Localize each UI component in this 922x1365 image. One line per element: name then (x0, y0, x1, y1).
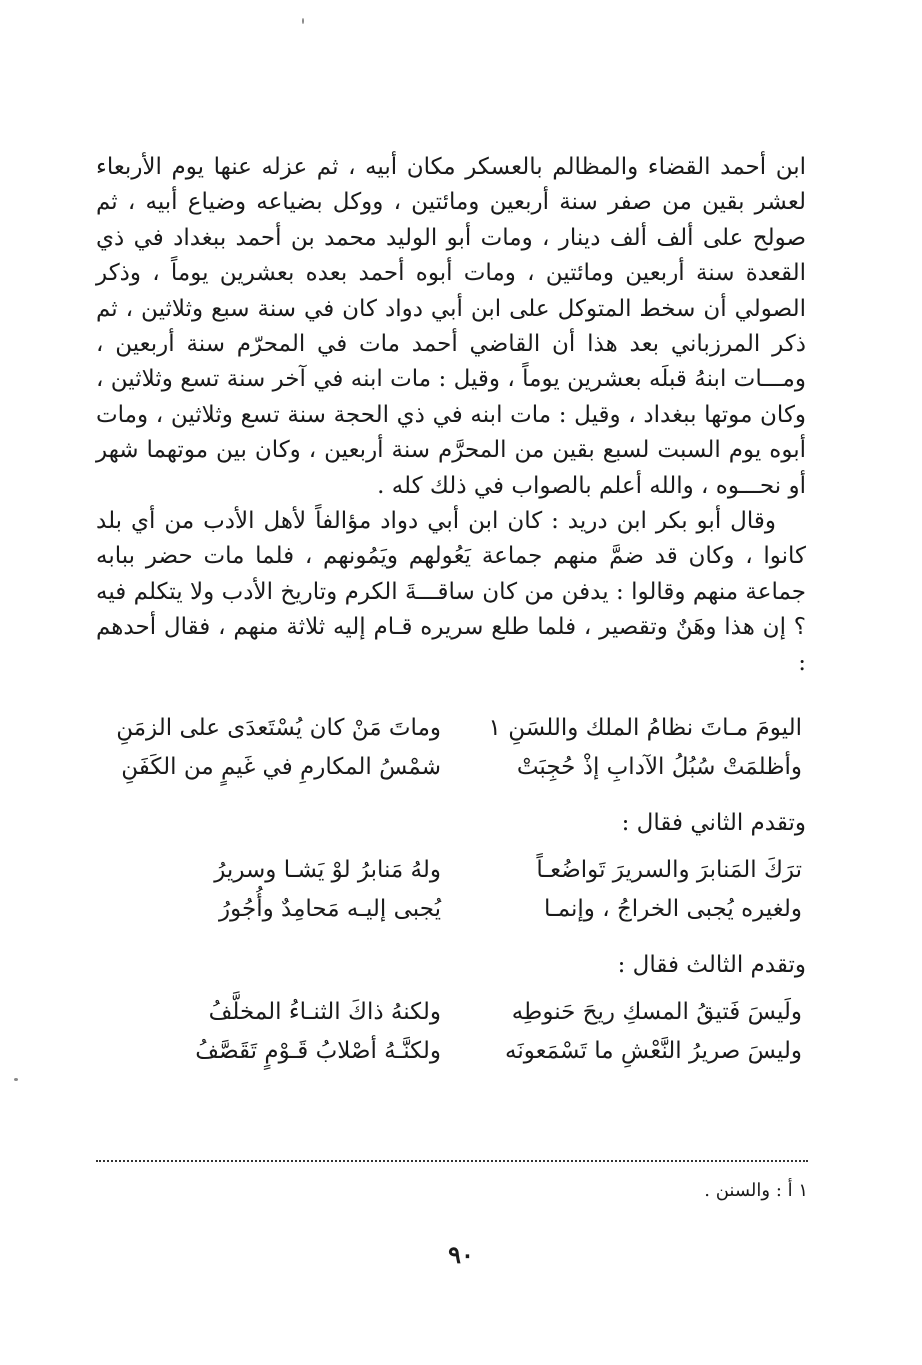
verse-first-hemistich: اليومَ مـاتَ نظامُ الملك واللسَنِ ١ (488, 715, 802, 742)
page-content (96, 150, 806, 1081)
verse-second-hemistich: ولهُ مَنابرُ لوْ يَشـا وسريرُ (214, 857, 441, 884)
prose-section (96, 150, 806, 681)
verse-row (96, 890, 806, 929)
paragraph-2: وقال أبو بكر ابن دريد : كان ابن أبي دواد مؤالفاً لأهل الأدب من أي بلد كانوا ، وكان قد ضمَّ منهم جماعة يَعُولهم ويَمُونهم ، فلما مات حضر ببابه جماعة منهم وقالوا : يدفن من كان ساقـــةَ الكرم وتاريخ الأدب ولا يتكلم فيه ؟ إن هذا وهَنٌ وتقصير ، فلما طلع سريره قـام إليه ثلاثة منهم ، فقال أحدهم : (96, 508, 806, 676)
poem-3 (96, 993, 806, 1071)
verse-row (96, 993, 806, 1032)
verse-second-hemistich: ولكنهُ ذاكَ الثنـاءُ المخلَّفُ (208, 999, 441, 1026)
poem-3-intro: وتقدم الثالث فقال : (617, 952, 806, 979)
footnote-divider (96, 1160, 808, 1162)
verse-first-hemistich: ترَكَ المَنابرَ والسريرَ تَواضُعـاً (536, 857, 802, 884)
verse-first-hemistich: وأظلمَتْ سُبُلُ الآدابِ إذْ حُجِبَتْ (516, 754, 802, 781)
scan-speck (302, 18, 304, 24)
scan-speck (14, 1078, 18, 1081)
verse-first-hemistich: ولَيسَ فَتيقُ المسكِ ريحَ حَنوطِه (511, 999, 802, 1026)
verse-second-hemistich: يُجبى إليـه مَحامِدٌ وأُجُورُ (219, 896, 441, 923)
verse-first-hemistich: وليسَ صريرُ النَّعْشِ ما تَسْمَعونَه (505, 1038, 802, 1065)
verse-second-hemistich: شمْسُ المكارمِ في غَيمٍ من الكَفَنِ (121, 754, 441, 781)
verse-row (96, 851, 806, 890)
verse-row (96, 748, 806, 787)
verse-second-hemistich: وماتَ مَنْ كان يُسْتَعدَى على الزمَنِ (116, 715, 441, 742)
footnote: ١ أ : والسنن . (704, 1180, 808, 1201)
verse-second-hemistich: ولكنَّـهُ أصْلابُ قَـوْمٍ تَقَصَّفُ (195, 1038, 441, 1065)
poem-2 (96, 851, 806, 929)
verse-row (96, 1032, 806, 1071)
verse-row (96, 709, 806, 748)
paragraph-1: ابن أحمد القضاء والمظالم بالعسكر مكان أبيه ، ثم عزله عنها يوم الأربعاء لعشر بقين من صفر سنة أربعين ومائتين ، ووكل بضياعه وضياع أبيه ، ثم صولح على ألف ألف دينار ، ومات أبو الوليد محمد بن أحمد ببغداد في ذي القعدة سنة أربعين ومائتين ، ومات أبوه أحمد بعده بعشرين يوماً ، وذكر الصولي أن سخط المتوكل على ابن أبي دواد كان في سنة سبع وثلاثين ، ثم ذكر المرزباني بعد هذا أن القاضي أحمد مات في المحرّم سنة أربعين ، ومـــات ابنهُ قبلَه بعشرين يوماً ، وقيل : مات ابنه في آخر سنة تسع وثلاثين ، وكان موتها ببغداد ، وقيل : مات ابنه في ذي الحجة سنة تسع وثلاثين ، ومات أبوه يوم السبت لسبع بقين من المحرَّم سنة أربعين ، وكان بين موتهما شهر أو نحـــوه ، والله أعلم بالصواب في ذلك كله . (96, 154, 806, 499)
verse-first-hemistich: ولغيره يُجبى الخراجُ ، وإنمـا (543, 896, 802, 923)
page-number: ٩٠ (448, 1240, 474, 1269)
poem-2-intro: وتقدم الثاني فقال : (621, 810, 806, 837)
poem-1 (96, 709, 806, 787)
